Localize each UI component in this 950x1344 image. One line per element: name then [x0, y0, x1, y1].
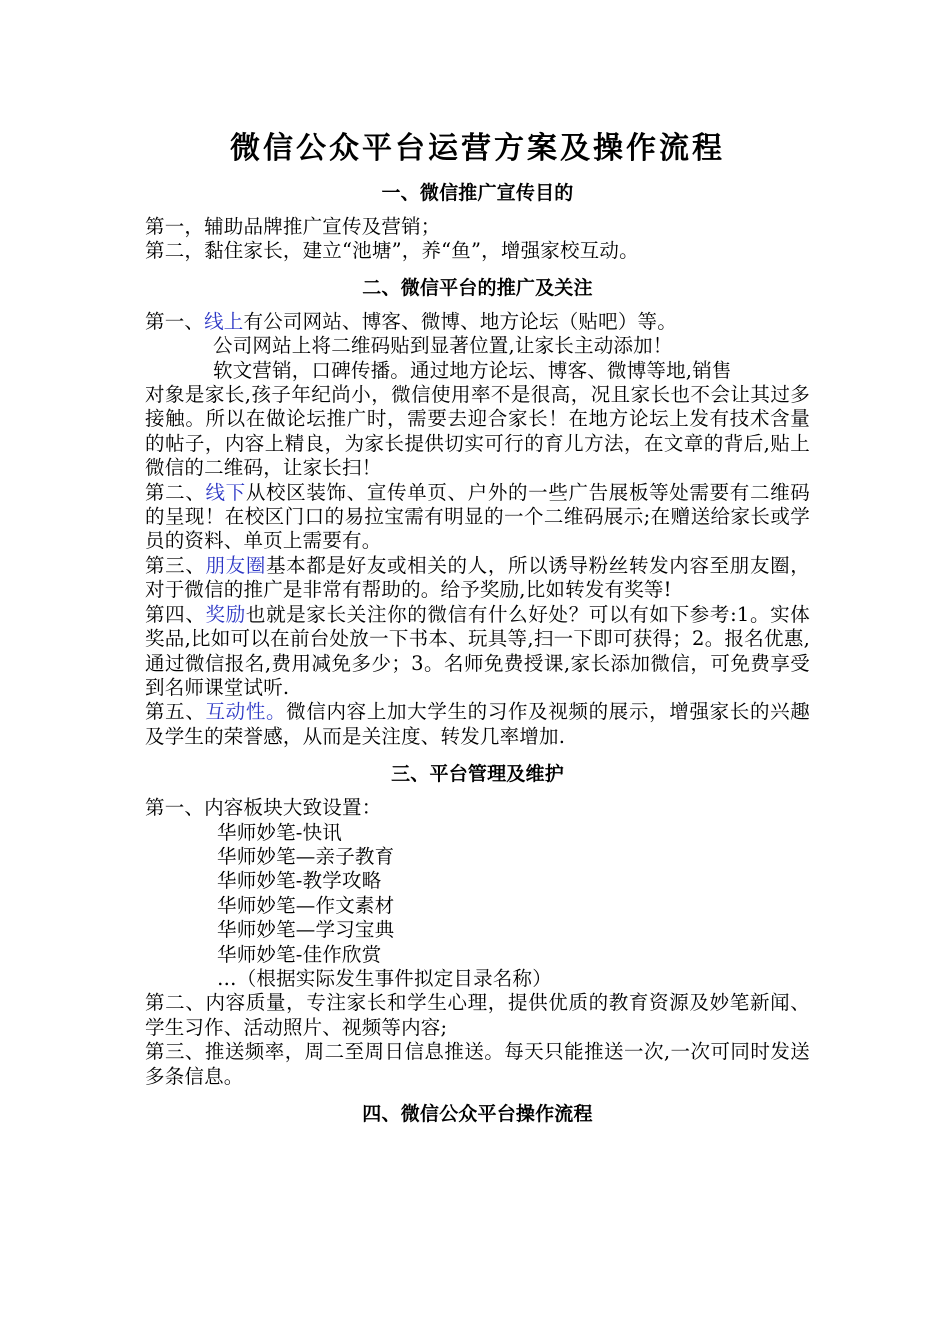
- item-prefix: 第二、: [145, 480, 206, 504]
- paragraph-text: 有公司网站、博客、微博、地方论坛（贴吧）等。: [243, 309, 677, 333]
- paragraph-rewards: [145, 603, 810, 701]
- paragraph: 对象是家长,孩子年纪尚小，微信使用率不是很高，况且家长也不会让其过多接触。所以在做论坛推广时，需要去迎合家长！在地方论坛上发有技术含量的帖子，内容上精良，为家长提供切实可行的育儿方法，在文章的背后,贴上微信的二维码，让家长扫！: [145, 383, 810, 480]
- item-prefix: 第一、: [145, 309, 205, 333]
- document-title: 微信公众平台运营方案及操作流程: [230, 131, 725, 166]
- list-item: 华师妙笔—作文素材: [217, 893, 395, 917]
- paragraph-text: 基本都是好友或相关的人，所以诱导粉丝转发内容至朋友圈，对于微信的推广是非常有帮助的。给予奖励,比如转发有奖等!: [145, 553, 810, 602]
- section-heading-3: 三、平台管理及维护: [391, 763, 564, 786]
- paragraph: 第一，辅助品牌推广宣传及营销；: [145, 215, 441, 238]
- list-item: 华师妙笔—亲子教育: [217, 844, 395, 868]
- highlight-rewards: 奖励: [205, 602, 246, 626]
- paragraph-online: [145, 310, 810, 334]
- list-item: 华师妙笔-佳作欣赏: [217, 942, 382, 966]
- list-item: 华师妙笔—学习宝典: [217, 918, 395, 942]
- paragraph: 第一、内容板块大致设置：: [145, 796, 382, 820]
- list-item: 华师妙笔-教学攻略: [217, 869, 382, 893]
- paragraph-interactivity: [145, 700, 810, 749]
- item-prefix: 第四、: [145, 602, 206, 626]
- paragraph-text: 也就是家长关注你的微信有什么好处？可以有如下参考:1。实体奖品,比如可以在前台处放一下书本、玩具等,扫一下即可获得；2。报名优惠,通过微信报名,费用减免多少；3。名师免费授课,家长添加微信，可免费享受到名师课堂试听.: [145, 602, 810, 699]
- paragraph-text: 微信内容上加大学生的习作及视频的展示，增强家长的兴趣及学生的荣誉感，从而是关注度、转发几率增加.: [145, 700, 810, 748]
- item-prefix: 第五、: [145, 700, 206, 724]
- list-item: 华师妙笔-快讯: [217, 820, 342, 844]
- paragraph: 第二、内容质量，专注家长和学生心理，提供优质的教育资源及妙笔新闻、学生习作、活动照片、视频等内容;: [145, 991, 810, 1039]
- highlight-offline: 线下: [205, 480, 246, 504]
- paragraph-indented: 软文营销，口碑传播。通过地方论坛、博客、微博等地,销售: [213, 358, 732, 382]
- highlight-interactivity: 互动性。: [205, 700, 287, 724]
- document-page: [145, 128, 810, 1127]
- paragraph-offline: [145, 481, 810, 554]
- paragraph-moments: [145, 554, 810, 603]
- list-item: …（根据实际发生事件拟定目录名称）: [217, 966, 552, 990]
- section-heading-2: 二、微信平台的推广及关注: [362, 276, 593, 299]
- section-heading-4: 四、微信公众平台操作流程: [362, 1103, 593, 1125]
- paragraph: 第二，黏住家长，建立“池塘”，养“鱼”，增强家校互动。: [145, 239, 639, 263]
- section-heading-1: 一、微信推广宣传目的: [381, 182, 574, 204]
- paragraph-indented: 公司网站上将二维码贴到显著位置,让家长主动添加！: [213, 334, 673, 358]
- highlight-online: 线上: [204, 309, 244, 333]
- paragraph-text: 从校区装饰、宣传单页、户外的一些广告展板等处需要有二维码的呈现！在校区门口的易拉宝需有明显的一个二维码展示;在赠送给家长或学员的资料、单页上需要有。: [145, 480, 810, 553]
- item-prefix: 第三、: [145, 553, 206, 577]
- highlight-moments: 朋友圈: [205, 553, 266, 577]
- paragraph: 第三、推送频率，周二至周日信息推送。每天只能推送一次,一次可同时发送多条信息。: [145, 1040, 810, 1088]
